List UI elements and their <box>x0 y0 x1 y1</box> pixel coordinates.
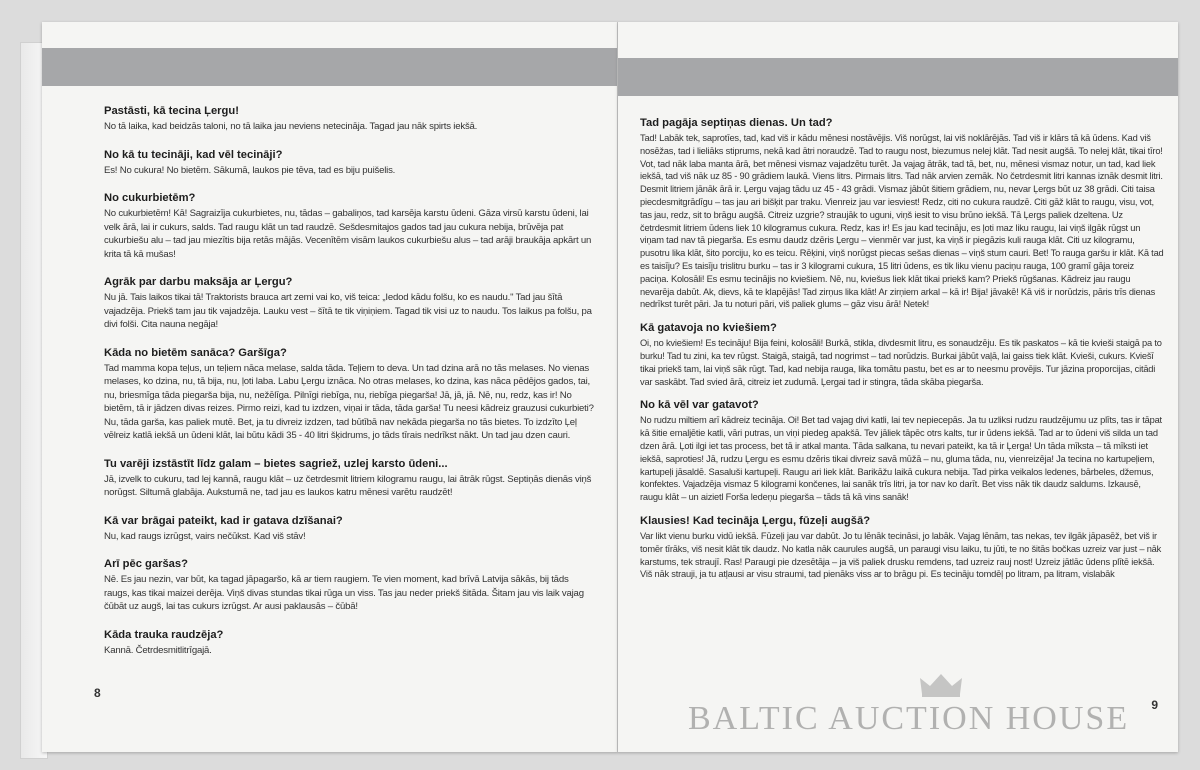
answer-text: Tad mamma kopa teļus, un teļiem nāca melase, salda tāda. Teļiem to deva. Un tad dzina arā no tās melases. No vienas melases, ko dzina, nu, tā bija, nu, ļoti laba. Labu Ļergu iznāca. No otras melases, ko dzina, kas nāca pēdējos gados, tai, nu, briesmīga tāda piegarša bija, nu, nežēlīga. Pilnīgi riebīga, nu, riebīga piegarša! Jā, jā, jā. Nē, nu, redz, kas ir! No bietēm, tā ir jādzen divas reizes. Pirmo reizi, kad tu izdzen, viņai ir tāda, tāda garša! Tu neesi kādreiz grauzusi cukurbieti? Nu, tāda garša, kas paliek mutē. Bet, ja tu divreiz izdzen, tad būtībā nav nekāda piegarša no tās bietes. To izdzīto Ļeļ vēlreiz katlā iekšā un ūdeni klāt, lai būtu kādi 35 - 40 litri šķidrums, jo tāds tīrais nedrīkst nākt. Un tad jau dzen cauri. <box>104 362 594 441</box>
qa-section <box>640 321 1164 388</box>
answer-text: Kannā. Četrdesmitlitrīgajā. <box>104 644 212 656</box>
answer-text: Jā, izvelk to cukuru, tad lej kannā, raugu klāt – uz četrdesmit litriem kilogramu raugu, lai ātrāk rūgst. Septiņās dienās viņš norūgst. Siltumā glabāja. Aukstumā ne, tad jau es laukos katru mēnesi varētu raudzēt! <box>104 473 592 498</box>
right-page-content <box>640 116 1164 591</box>
question-heading: Kāda no bietēm sanāca? Garšīga? <box>104 346 287 359</box>
qa-section <box>640 398 1164 504</box>
open-booklet <box>20 22 1182 757</box>
qa-section <box>104 514 595 544</box>
question-heading: No kā tu tecināji, kad vēl tecināji? <box>104 148 283 161</box>
answer-text: Es! No cukura! No bietēm. Sākumā, laukos pie tēva, tad es biju puišelis. <box>104 164 396 176</box>
question-heading: Agrāk par darbu maksāja ar Ļergu? <box>104 276 293 288</box>
page-number: 8 <box>94 686 101 700</box>
question-heading: No cukurbietēm? <box>104 192 196 204</box>
qa-section <box>640 116 1164 311</box>
answer-text: Var likt vienu burku vidū iekšā. Fūzeļi jau var dabūt. Jo tu lēnāk tecināsi, jo labāk. Vajag lēnām, tas nekas, tev ilgāk jāpasēž, bet viš ir tomēr tīrāks, viš nesit klāt tik daudz. No katla nāk caurules augšā, un paraugi visu laiku, tu jūti, te no šitās bočkas uzreiz var just – nāk karstums, tek straujī. Ras! Paraugi pie dzesētāja – ja viš paliek drusku remdens, tad uzreiz rauj nost! Uzreiz jātlāc ūdens plītē iekšā. Viš nāk strauji, ja tu atļausi ar visu straumi, tad pienāks viss ar to brāgu pi. Es tecināju tomdēļ po litram, pa litram, vislabāk <box>640 530 1162 580</box>
question-heading: Arī pēc garšas? <box>104 558 188 570</box>
qa-section <box>104 346 595 443</box>
question-heading: Tad pagāja septiņas dienas. Un tad? <box>640 117 833 129</box>
qa-section <box>640 514 1164 581</box>
question-heading: Kāda trauka raudzēja? <box>104 628 224 641</box>
answer-text: Nu, kad raugs izrūgst, vairs nečūkst. Kad viš stāv! <box>104 530 306 542</box>
answer-text: No rudzu miltiem arī kādreiz tecināja. Oi! Bet tad vajag divi katli, lai tev nepiecepās. Ja tu uzliksi rudzu raudzējumu uz plīts, tas ir tāpat kā šitie emaljētie katli, vāri putras, un viņi piedeg apakšā. Tev jāliek tāpēc otrs kalts, tur ir ūdens iekšā. Tad ar to ūdeni viš silda un tad dzen ārā. Ļoti ilgi iet tas process, bet tā ir atkal manta. Tāda salkana, tu nevari pateikt, ka tā ir Ļerga! Un tāda mīksta – tā mīksti iet iekšā, saproties! Jā, rudzu Ļergu es esmu dzēris tikai divreiz savā mūžā – nu, gluma tāda, nu, vienreizēja! Ja tecina no kartupeļiem, kartupeļi jāsaldē. Sasaluši kartupeļi. Raugu ari liek klāt. Barikāžu laikā cukura nebija. Tad pirka veikalos ledenes, bārbeles, džemus, konfektes. Vajadzēja vismaz 5 kilogrami končenes, lai sanāk trīs litri, ja tor nav ko darīt. Bet viss nāk tik daudz saldums. Izkausē, raugu klāt – un aizietl Forša ledeņu piegarša – tāds tā kā vins sanāk! <box>640 415 1162 503</box>
question-heading: Tu varēji izstāstīt līdz galam – bietes sagriež, uzlej karsto ūdeni... <box>104 457 448 470</box>
left-page-content <box>104 104 595 671</box>
right-page <box>618 22 1178 752</box>
watermark: BALTIC AUCTION HOUSE <box>688 700 1130 737</box>
answer-text: No cukurbietēm! Kā! Sagraizīja cukurbietes, nu, tādas – gabaliņos, tad karsēja karstu ūdeni. Gāza virsū karstu ūdeni, lai velk ārā, lai ir cukurs, salds. Tad raugu klāt un tad raudzē. Sešdesmitajos gados tad jau cukura nebija, brūvēja pat cukurbiešu alu – tad jau miezītis bija retās mājās. Vecenītēm visām laukos cukurbiešu alus – tad arāji braukāja apkārt un krita tā kā mušas! <box>104 208 592 260</box>
header-band <box>618 58 1178 96</box>
qa-section <box>104 148 595 178</box>
crown-logo-icon <box>918 672 964 698</box>
qa-section <box>104 104 595 134</box>
answer-text: Oi, no kviešiem! Es tecināju! Bija feini, kolosāli! Burkā, stikla, divdesmit litru, es sonaudzēju. Es tik paskatos – kā tie kvieši staigā pa to burku! Tad tu zini, ka tev rūgst. Staigā, staigā, tad nogrimst – tad norūdzis. Burkai jābūt vaļā, lai gaiss tiek klāt. Kvieši, cukurs. Kviešī tikai priekš tam, lai viņš sāk rūgt. Tad, kad nebija rauga, lika tomātu pastu, bet es ar to neesmu provējis. Tur jāzina proporcijas, citādi var saskābt. Tad svied ārā, citreiz iet zudumā. Ļergai tad ir stingra, tāda skāba piegarša. <box>640 338 1162 387</box>
left-page <box>42 22 618 752</box>
qa-section <box>104 628 595 658</box>
qa-section <box>104 557 595 614</box>
answer-text: Nē. Es jau nezin, var būt, ka tagad jāpagaršo, kā ar tiem raugiem. Te vien moment, kad brīvā Latvija sākās, bij tāds raugs, kas tikai maizei derēja. Viņš divas stundas tikai rūga un viss. Tas jau neder priekš šitāda. Šitam jau vis laik vajag čūbāt uz augš, lai tas cukurs izrūgst. Ar ausi paklausās – čūbā! <box>104 574 584 612</box>
answer-text: Nu jā. Tais laikos tikai tā! Traktorists brauca art zemi vai ko, viš teica: „Iedod kādu folšu, ko es naudu." Tad jau šītā vajadzēja. Priekš tam jau tik vajadzēja. Lauku vest – šītā te tik viņiņiem. Tagad tik visi uz to naudu. Tos laikus pa folšu, pa divi folši. Cita nauna negāja! <box>104 292 592 330</box>
qa-section <box>104 275 595 332</box>
qa-section <box>104 457 595 500</box>
question-heading: Klausies! Kad tecināja Ļergu, fūzeļi augšā? <box>640 514 871 527</box>
question-heading: Kā var brāgai pateikt, kad ir gatava dzīšanai? <box>104 514 343 527</box>
question-heading: Pastāsti, kā tecina Ļergu! <box>104 105 239 117</box>
answer-text: Tad! Labāk tek, saprotīes, tad, kad viš ir kādu mēnesi nostāvējis. Viš norūgst, lai viš noklārējās. Tad viš ir klārs tā kā ūdens. Kad viš nosēžas, tad i lieliāks stiprums, nekā kad ātri noraudzē. Tad to raugu nost, biezumus nelej klāt. Tad nesit augšā. To nelej klāt, tikai tīro! Vot, tad nāk laba manta ārā, bet mēnesi vismaz vajadzētu turēt. Ja vajag ātrāk, tad tā, bet, nu, mēnesi vismaz notur, un tad, kad liek iekšā, tad viš nāk uz 85 - 90 grādiem laukā. Viens litrs. Pirmais litrs. Tad nāk arvien zemāk. No četrdesmit litri kannas iznāk desmit litri. Desmit litriem jānāk ārā ir. Ļergu vajag tādu uz 45 - 43 grādi. Vismaz jābūt šitiem grādiem, nu, nevar Ļergs būt uz 38 grādi. Citi taisa piecdesmitgrādīgu – tas jau ari bišķit par traku. Vienreiz jau var iesviest! Redz, citi no cukura raudzē. Citi gāž klāt to raugu, visu, vot, tas jau, redz, sit to brāgu augšā. Citreiz uzgrie? straujāk to uguni, viņš iesit to visu brūno iekšā. Tā Ļergs paliek dzeltena. Uz četrdesmit litriem ūdens liek 10 kilogramus cukura. Redz, kas ir! Es jau kad tecināju, es ļoti maz liku raugu, lai viņš ilgāk rūgst un viņam tad nav tā piegarša. Es esmu daudz dzēris Ļergu – vienmēr var just, ka viņš ir piegāzis kuli rauga klāt. Citi uz kilogramu, pusotru lika klāt, šito porciju, ko es teicu. Rēķini, viņš norūgst piecas sešas dienas – viņš stum cauri. Bet! To rauga garšu ir klāt. Kā tad es taisīju? Es taisīju trislitru burku – tas ir 3 kilogrami cukura, 15 litri ūdens, es tik liku vienu paciņu rauga, 100 gramī gāja toreiz paciņa. Kolosāli! Es esmu tecinājis no kviešiem. Nē, nu, kviešus liek klāt tikai priekš kam? Priekš rūgšanas. Kādreiz jau raugu nevarēja dabūt. Ak, dievs, kā te klapējās! Tad zirņus lika klāt! Ar zirņiem arkal – kā ir! Bija! jāvakē! Kā viš ir norūdzis, pāris trīs dienas nedrīkst turēt pāri. Ja tu noturi pāri, viš paliek glums – gāz visu ārā! Netek! <box>640 133 1164 310</box>
answer-text: No tā laika, kad beidzās taloni, no tā laika jau neviens netecināja. Tagad jau nāk spirts iekšā. <box>104 121 478 132</box>
qa-section <box>104 191 595 261</box>
question-heading: No kā vēl var gatavot? <box>640 399 759 412</box>
header-band <box>42 48 617 86</box>
page-number: 9 <box>1151 698 1158 712</box>
question-heading: Kā gatavoja no kviešiem? <box>640 322 777 335</box>
